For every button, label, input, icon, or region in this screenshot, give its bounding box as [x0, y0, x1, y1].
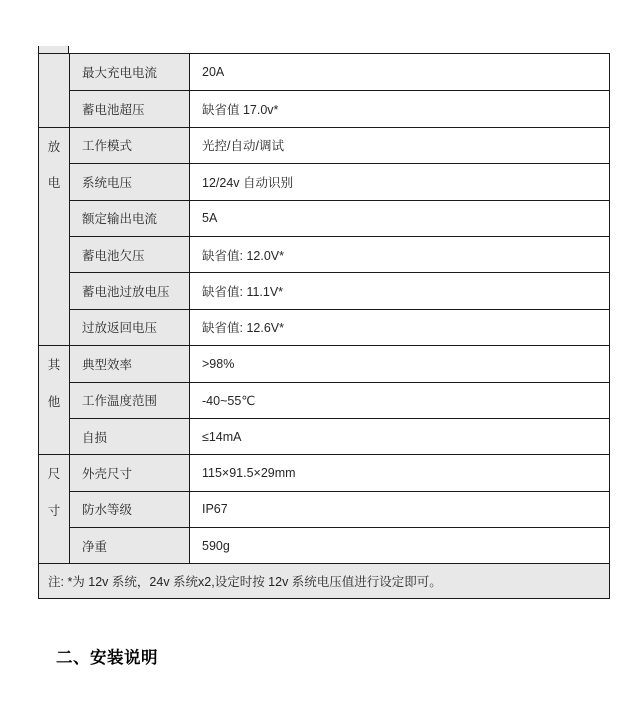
param-cell: 净重 — [70, 528, 190, 564]
value-cell: >98% — [190, 346, 610, 382]
category-char: 电 — [47, 176, 61, 191]
value-cell: ≤14mA — [190, 418, 610, 454]
param-cell: 蓄电池过放电压 — [70, 273, 190, 309]
spec-table — [38, 53, 610, 599]
category-char — [39, 54, 69, 90]
value-cell: 590g — [190, 528, 610, 564]
param-cell: 工作模式 — [70, 127, 190, 163]
value-cell: 缺省值: 12.6V* — [190, 309, 610, 345]
category-cell-blank — [39, 54, 70, 128]
table-row — [39, 309, 610, 345]
value-cell: 光控/自动/调试 — [190, 127, 610, 163]
table-row — [39, 236, 610, 272]
table-row — [39, 54, 610, 91]
category-char: 寸 — [47, 503, 61, 518]
param-cell: 工作温度范围 — [70, 382, 190, 418]
param-cell: 额定输出电流 — [70, 200, 190, 236]
param-cell: 系统电压 — [70, 164, 190, 200]
category-char: 他 — [47, 394, 61, 409]
note-row — [39, 564, 610, 599]
category-char: 其 — [47, 358, 61, 373]
value-cell: 20A — [190, 54, 610, 91]
table-row — [39, 418, 610, 454]
section-heading: 二、安装说明 — [56, 649, 158, 667]
table-row — [39, 491, 610, 527]
category-char — [39, 90, 69, 126]
table-row — [39, 346, 610, 382]
value-cell: 115×91.5×29mm — [190, 455, 610, 491]
value-cell: IP67 — [190, 491, 610, 527]
table-row — [39, 382, 610, 418]
param-cell: 最大充电电流 — [70, 54, 190, 91]
table-row — [39, 273, 610, 309]
param-cell: 蓄电池欠压 — [70, 236, 190, 272]
value-cell: 缺省值: 11.1V* — [190, 273, 610, 309]
category-char: 放 — [47, 139, 61, 154]
value-cell: 缺省值: 12.0V* — [190, 236, 610, 272]
value-cell: 5A — [190, 200, 610, 236]
table-row — [39, 200, 610, 236]
value-cell: 缺省值 17.0v* — [190, 90, 610, 127]
param-cell: 蓄电池超压 — [70, 90, 190, 127]
param-cell: 外壳尺寸 — [70, 455, 190, 491]
category-cell-other — [39, 346, 70, 455]
param-cell: 过放返回电压 — [70, 309, 190, 345]
table-row — [39, 90, 610, 127]
table-row — [39, 164, 610, 200]
category-cell-dimensions — [39, 455, 70, 564]
param-cell: 防水等级 — [70, 491, 190, 527]
category-char: 尺 — [47, 467, 61, 482]
param-cell: 自损 — [70, 418, 190, 454]
param-cell: 典型效率 — [70, 346, 190, 382]
value-cell: -40~55℃ — [190, 382, 610, 418]
table-row — [39, 455, 610, 491]
table-row — [39, 528, 610, 564]
note-cell: 注: *为 12v 系统，24v 系统x2,设定时按 12v 系统电压值进行设定即可。 — [39, 564, 610, 599]
table-row — [39, 127, 610, 163]
category-cell-discharge — [39, 127, 70, 345]
value-cell: 12/24v 自动识别 — [190, 164, 610, 200]
